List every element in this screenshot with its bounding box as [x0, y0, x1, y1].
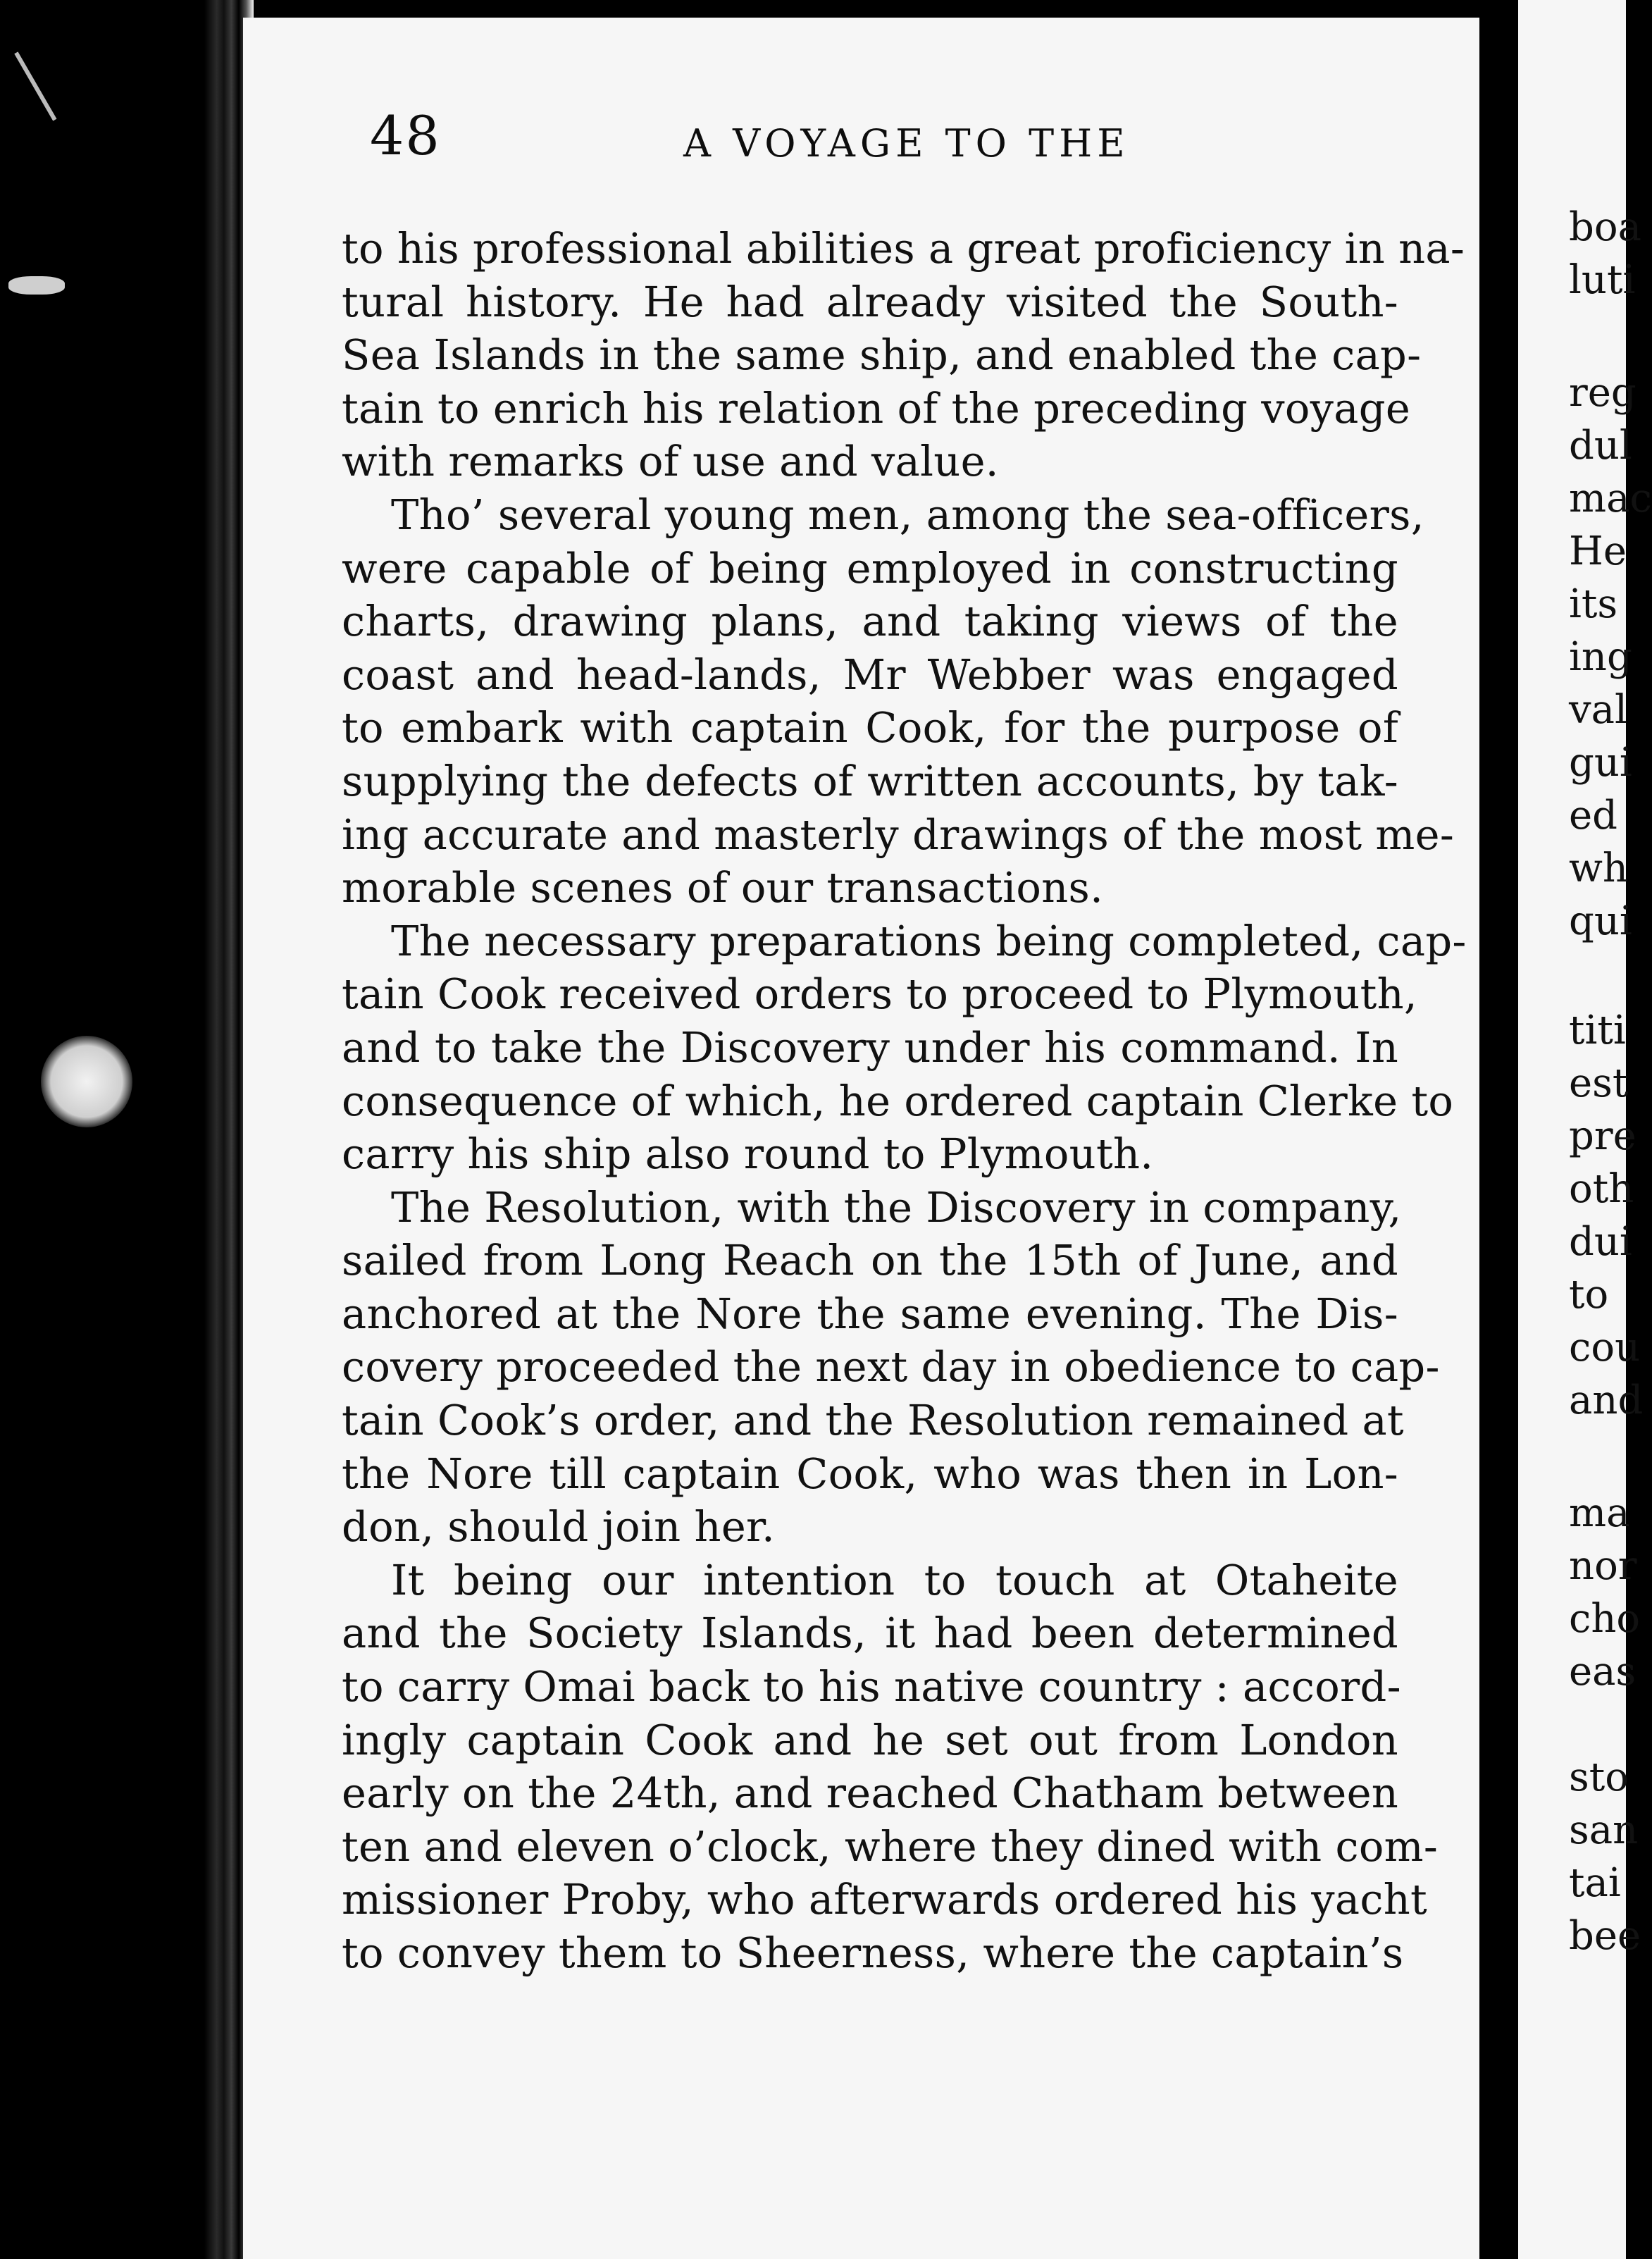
text-line: ten and eleven o’clock, where they dined with com-	[342, 1821, 1439, 1871]
facing-text-fragment: qui	[1569, 898, 1632, 944]
text-line: supplying the defects of written accounts, by tak-	[342, 756, 1398, 805]
text-line: It being our intention to touch at Otaheite	[391, 1555, 1398, 1604]
text-line: were capable of being employed in constructing	[342, 543, 1398, 593]
text-line: charts, drawing plans, and taking views of the	[342, 597, 1398, 646]
text-line: the Nore till captain Cook, who was then in Lon-	[342, 1449, 1398, 1498]
facing-text-fragment: san	[1569, 1807, 1639, 1853]
facing-text-fragment: ing	[1569, 634, 1632, 680]
facing-text-fragment: gui	[1569, 740, 1632, 786]
scan-speck	[8, 276, 65, 295]
facing-text-fragment: to	[1569, 1272, 1609, 1318]
text-line: early on the 24th, and reached Chatham between	[342, 1769, 1399, 1818]
facing-text-fragment: and	[1569, 1378, 1644, 1423]
facing-text-fragment: est	[1569, 1060, 1629, 1106]
facing-text-fragment: ed	[1569, 793, 1617, 838]
facing-text-fragment: cou	[1569, 1325, 1641, 1370]
text-line: to embark with captain Cook, for the purpose of	[342, 703, 1398, 753]
scanner-margin	[0, 0, 204, 2259]
facing-text-fragment: reg	[1569, 370, 1637, 416]
facing-text-fragment: oth	[1569, 1166, 1634, 1212]
facing-text-fragment: mac	[1569, 476, 1652, 521]
text-line: tain Cook’s order, and the Resolution remained at	[342, 1396, 1404, 1445]
facing-text-fragment: eas	[1569, 1649, 1637, 1695]
facing-text-fragment: He	[1569, 528, 1627, 574]
facing-text-fragment: boa	[1569, 204, 1641, 250]
facing-text-fragment: val	[1569, 687, 1627, 733]
facing-text-fragment: nor	[1569, 1543, 1637, 1589]
text-line: consequence of which, he ordered captain Clerke to	[342, 1076, 1454, 1125]
facing-text-fragment: sto	[1569, 1754, 1629, 1800]
facing-text-fragment: ma	[1569, 1490, 1630, 1536]
text-line: Tho’ several young men, among the sea-officers,	[391, 490, 1424, 539]
text-line: ing accurate and masterly drawings of the most me-	[342, 810, 1455, 859]
book-page	[243, 18, 1479, 2259]
text-line: missioner Proby, who afterwards ordered his yacht	[342, 1875, 1428, 1924]
page-number: 48	[370, 104, 441, 167]
facing-text-fragment: cho	[1569, 1596, 1641, 1642]
text-line: Sea Islands in the same ship, and enabled the cap-	[342, 330, 1422, 380]
text-line: to his professional abilities a great proficiency in na-	[342, 224, 1465, 273]
facing-text-fragment: bee	[1569, 1913, 1641, 1959]
text-line: morable scenes of our transactions.	[342, 863, 1104, 912]
page-edge-shadow	[1479, 0, 1518, 2259]
scan-blot	[41, 1036, 132, 1127]
facing-text-fragment: wh	[1569, 846, 1628, 891]
running-title: A VOYAGE TO THE	[683, 121, 1130, 166]
scan-mark	[14, 13, 123, 120]
facing-text-fragment: luti	[1569, 257, 1636, 303]
facing-page	[1518, 0, 1652, 2259]
facing-text-fragment: dui	[1569, 1219, 1632, 1265]
text-line: tain Cook received orders to proceed to Plymouth,	[342, 970, 1417, 1019]
text-line: to convey them to Sheerness, where the captain’s	[342, 1929, 1404, 1977]
text-line: The necessary preparations being completed, cap-	[391, 916, 1467, 965]
text-line: ingly captain Cook and he set out from London	[342, 1715, 1398, 1764]
text-line: tural history. He had already visited the South-	[342, 277, 1398, 326]
body-text	[342, 222, 1467, 1980]
text-line: don, should join her.	[342, 1502, 776, 1552]
text-line: and to take the Discovery under his command. In	[342, 1022, 1398, 1072]
text-line: anchored at the Nore the same evening. The Dis-	[342, 1289, 1398, 1338]
facing-text-fragment: dul	[1569, 423, 1632, 469]
text-line: with remarks of use and value.	[342, 437, 999, 486]
running-head	[243, 92, 1479, 169]
facing-text-fragment: titi	[1569, 1008, 1626, 1053]
text-line: coast and head-lands, Mr Webber was engaged	[342, 650, 1398, 699]
text-line: covery proceeded the next day in obedience to cap-	[342, 1342, 1440, 1392]
text-line: carry his ship also round to Plymouth.	[342, 1130, 1154, 1179]
text-line: and the Society Islands, it had been determined	[342, 1609, 1398, 1658]
text-line: tain to enrich his relation of the preceding voyage	[342, 383, 1411, 433]
facing-text-fragment: pre	[1569, 1113, 1637, 1159]
text-line: sailed from Long Reach on the 15th of June, and	[342, 1236, 1398, 1285]
facing-text-fragment: tai	[1569, 1860, 1621, 1906]
text-line: to carry Omai back to his native country : accord-	[342, 1662, 1401, 1712]
text-line: The Resolution, with the Discovery in company,	[391, 1182, 1402, 1232]
facing-text-fragment: its	[1569, 581, 1618, 627]
